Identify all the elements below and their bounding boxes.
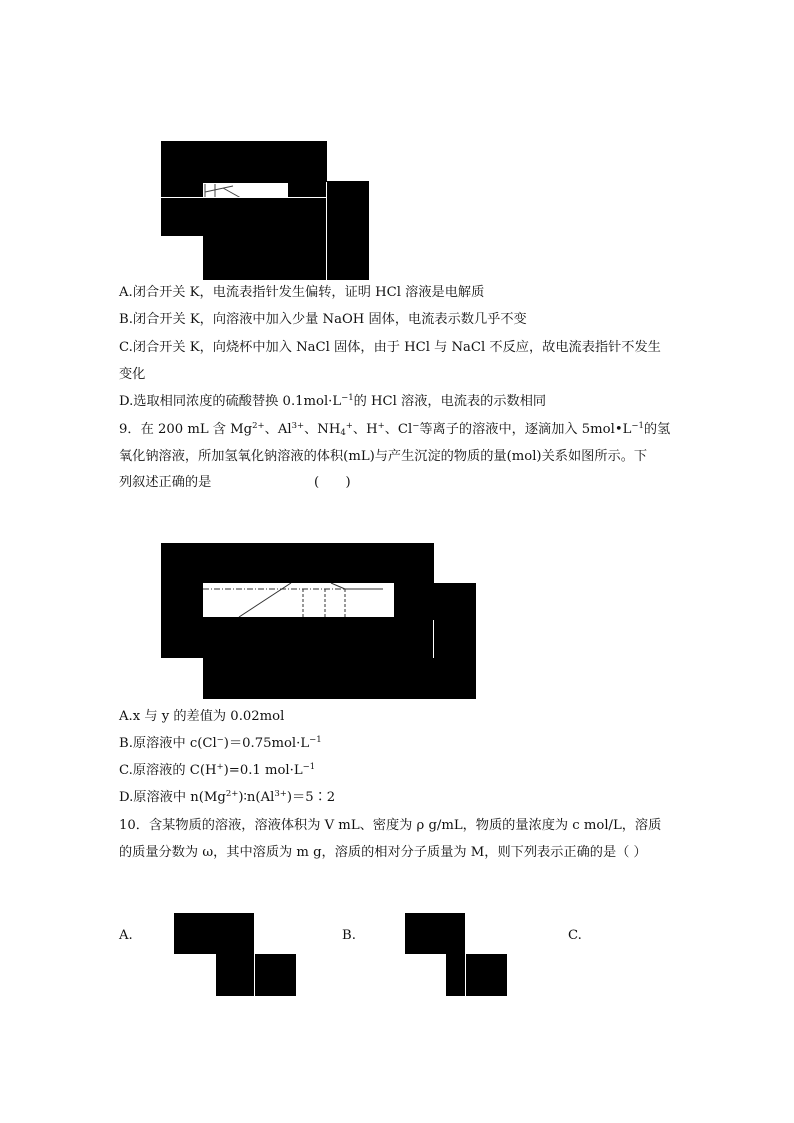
q9-option-b: B.原溶液中 $c(Cl^-)=0.75mol\cdot L^{-1}$ <box>119 735 322 751</box>
redaction-block <box>446 954 465 996</box>
q10-choice-b-label: B. <box>342 928 356 943</box>
graph-fragment <box>203 583 394 617</box>
q8-option-b: B.闭合开关 K，向溶液中加入少量 NaOH 固体，电流表示数几乎不变 <box>119 312 527 327</box>
redaction-block <box>434 583 476 699</box>
redaction-block <box>174 913 254 954</box>
q10-stem-line2: 的质量分数为 ω，其中溶质为 m g，溶质的相对分子质量为 M，则下列表示正确的是（ ） <box>119 845 647 860</box>
redaction-block <box>203 658 434 699</box>
q10-choice-c-label: C. <box>568 928 582 943</box>
q9-stem-line3: 列叙述正确的是 <box>119 475 212 490</box>
q9-option-c: C.原溶液的 C(H+)=0.1 $mol\cdot L^{-1}$ <box>119 762 316 778</box>
redaction-block <box>203 236 327 280</box>
q8-option-a: A.闭合开关 K，电流表指针发生偏转，证明 HCl 溶液是电解质 <box>119 285 485 300</box>
q10-choice-a-label: A. <box>119 928 133 943</box>
redaction-block <box>327 181 369 280</box>
q10-stem-line1: 10．含某物质的溶液，溶液体积为 V mL、密度为 ρ g/mL，物质的量浓度为 c mol/L，溶质 <box>119 818 662 833</box>
apparatus-sketch-fragment <box>203 183 288 198</box>
figure-fragment <box>203 183 288 198</box>
divider <box>433 620 434 658</box>
q8-option-c-line2: 变化 <box>119 367 146 382</box>
redaction-block <box>405 913 465 954</box>
q9-option-d: D.原溶液中 $n(Mg^{2+})∶n(Al^{3+})=5∶2$ <box>119 789 336 805</box>
redaction-block <box>466 954 507 996</box>
q8-option-d: D.选取相同浓度的硫酸替换 $0.1mol\cdot L^{-1}$的 HCl 溶液，电流表的示数相同 <box>119 393 547 409</box>
q8-option-c-line1: C.闭合开关 K，向烧杯中加入 NaCl 固体，由于 HCl 与 NaCl 不反应，故电流表指针不发生 <box>119 340 661 355</box>
q9-option-a: A.x 与 y 的差值为 0.02mol <box>119 709 285 724</box>
redaction-block <box>216 954 254 996</box>
precipitate-graph-fragment <box>203 583 394 617</box>
redaction-block <box>161 198 327 236</box>
q9-stem-line2: 氧化钠溶液，所加氢氧化钠溶液的体积(mL)与产生沉淀的物质的量(mol)关系如图所示。下 <box>119 449 648 464</box>
divider <box>326 182 327 280</box>
q9-stem-line1: 9．在 200 mL 含 $Mg^{2+}$、$Al^{3+}$、$NH_4^+$、H+、Cl−等离子的溶液中，逐滴加入 $5mol•L^{-1}$的氢 <box>119 421 671 438</box>
redaction-block <box>255 954 296 996</box>
q9-answer-paren: ( ) <box>314 475 351 490</box>
divider <box>161 197 327 198</box>
